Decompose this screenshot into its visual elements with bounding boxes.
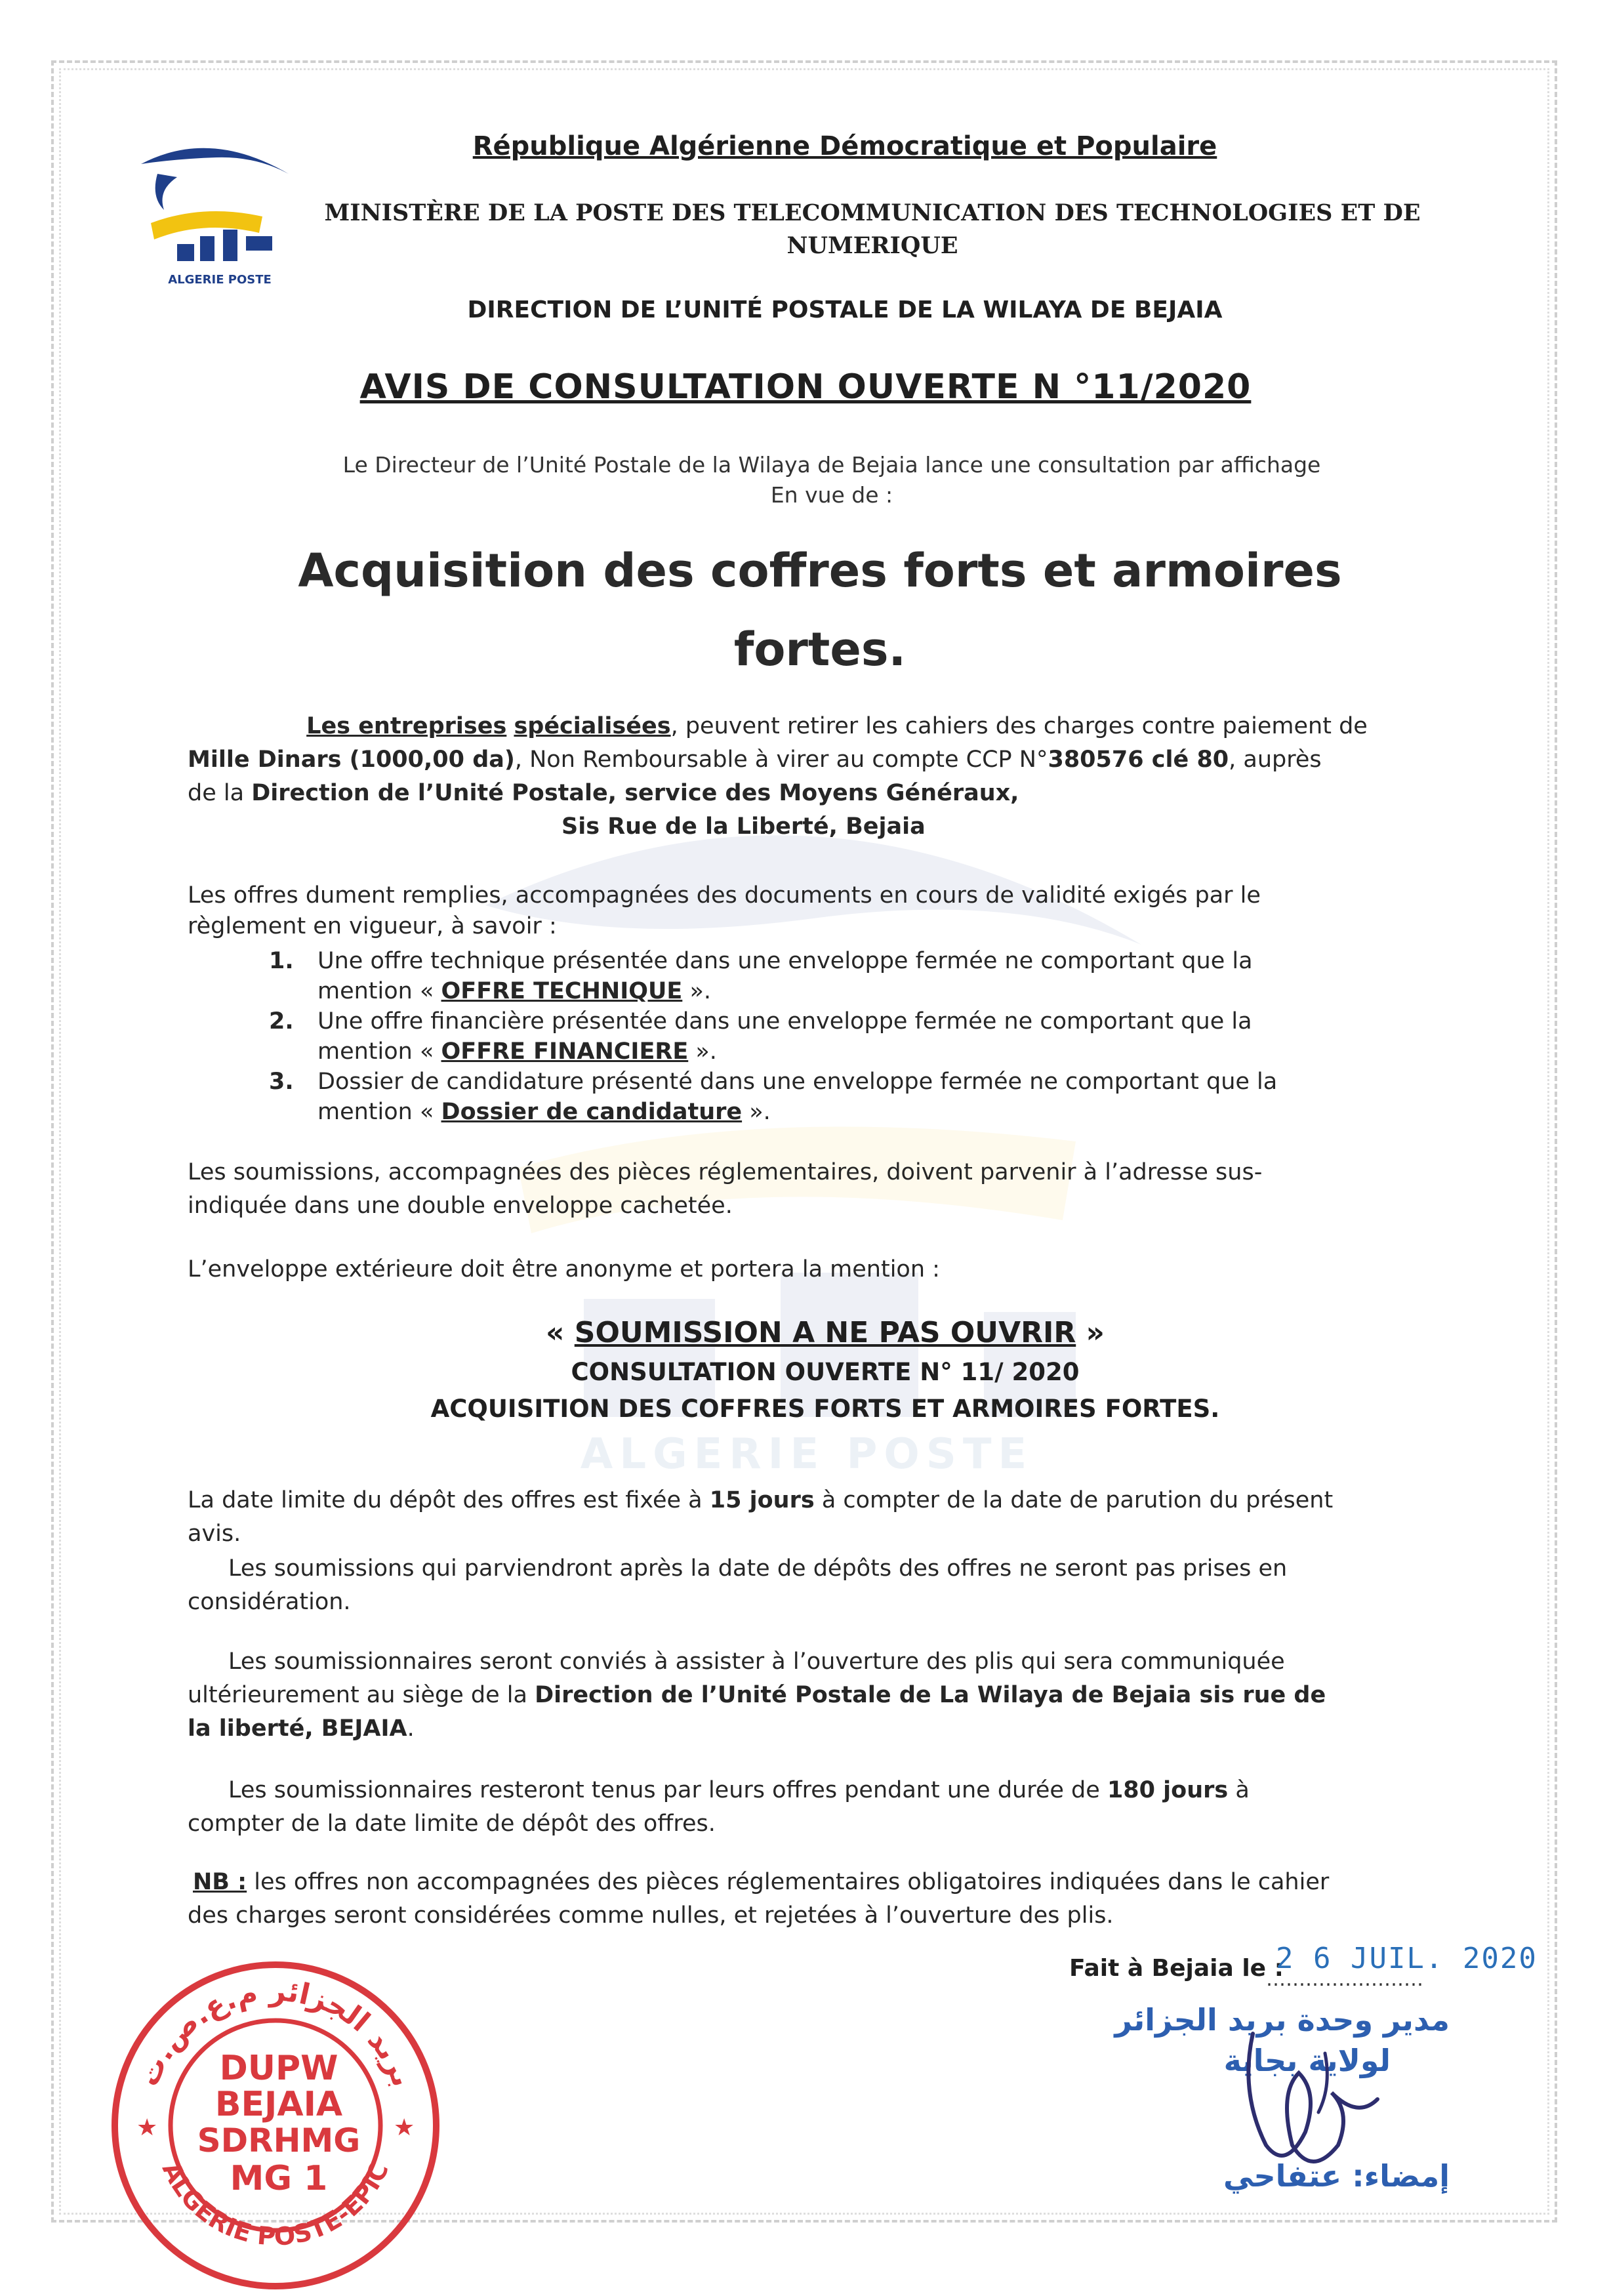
intro-line-1: Le Directeur de l’Unité Postale de la Wilaya de Bejaia lance une consultation par affichage [342, 452, 1321, 478]
nb-line-2: des charges seront considérées comme nulles, et rejetées à l’ouverture des plis. [188, 1902, 1114, 1929]
para-retard [188, 1552, 1440, 1619]
intro [0, 450, 1611, 510]
text-part: de la [188, 780, 252, 806]
seal-line-2: BEJAIA [214, 2085, 343, 2124]
text-part: Les soumissionnaires resteront tenus par leurs offres pendant une durée de [228, 1777, 1107, 1803]
mention-post: ». [688, 1038, 717, 1065]
para-soumissions [188, 1156, 1440, 1223]
object-title [197, 531, 1443, 689]
soumission-title: SOUMISSION A NE PAS OUVRIR [574, 1316, 1076, 1349]
para-duree [188, 1774, 1440, 1841]
official-seal [105, 1955, 446, 2296]
object-title-line-1: Acquisition des coffres forts et armoires [298, 544, 1342, 598]
logo-label: ALGERIE POSTE [168, 273, 272, 287]
mention-pre: mention « [317, 1038, 441, 1065]
soumissions-line-2: indiquée dans une double enveloppe cachetée. [188, 1193, 733, 1219]
mention-pre: mention « [317, 978, 441, 1004]
offres-line-2: règlement en vigueur, à savoir : [188, 913, 557, 939]
date-dots: …………………… [1266, 1968, 1423, 1991]
required-documents-list [269, 946, 1384, 1127]
para-nb [188, 1866, 1440, 1933]
ouverture-location: Direction de l’Unité Postale de La Wilaya de Bejaia sis rue de [535, 1682, 1326, 1708]
consultation-number: CONSULTATION OUVERTE N° 11/ 2020 [571, 1358, 1080, 1386]
seal-line-3: SDRHMG [197, 2122, 361, 2160]
mention-post: ». [742, 1099, 771, 1125]
date-limite-line-2: avis. [188, 1521, 241, 1547]
arabic-title-line-1: مدير وحدة بريد الجزائر [1114, 2002, 1450, 2038]
ccp-number: 380576 clé 80 [1048, 747, 1229, 773]
service-name: Direction de l’Unité Postale, service des Moyens Généraux, [251, 780, 1019, 806]
seal-line-1: DUPW [219, 2049, 338, 2088]
republic-heading: République Algérienne Démocratique et Populaire [472, 131, 1217, 161]
mention-label: OFFRE TECHNIQUE [441, 978, 683, 1004]
retard-line-1: Les soumissions qui parviendront après la date de dépôts des offres ne seront pas prises en [228, 1555, 1288, 1582]
seal-star-left-icon: ★ [136, 2114, 158, 2141]
service-address: Sis Rue de la Liberté, Bejaia [561, 813, 926, 840]
direction-heading: DIRECTION DE L’UNITÉ POSTALE DE LA WILAYA DE BEJAIA [467, 297, 1223, 323]
list-item-text: Une offre technique présentée dans une enveloppe fermée ne comportant que la [317, 948, 1253, 974]
list-item [269, 1067, 1384, 1127]
seal-ring-arabic: بريد الجزائر م.ع.ص.ت [131, 1974, 420, 2091]
soumission-block [0, 1312, 1611, 1427]
para-entreprises [188, 710, 1440, 844]
fait-a-label: Fait à Bejaia le : [1069, 1955, 1284, 1982]
text-part: les offres non accompagnées des pièces réglementaires obligatoires indiquées dans le cahier [247, 1869, 1330, 1895]
text-part: , peuvent retirer les cahiers des charges contre paiement de [670, 713, 1368, 739]
text-part: La date limite du dépôt des offres est fixée à [188, 1487, 710, 1513]
ministry-heading: MINISTÈRE DE LA POSTE DES TELECOMMUNICATION DES TECHNOLOGIES ET DE NUMERIQUE [324, 199, 1421, 259]
mention-post: ». [682, 978, 711, 1004]
para-enveloppe: L’enveloppe extérieure doit être anonyme et portera la mention : [188, 1256, 940, 1282]
intro-line-2: En vue de : [770, 482, 893, 508]
para-date-limite [188, 1484, 1440, 1551]
ouverture-line-1: Les soumissionnaires seront conviés à assister à l’ouverture des plis qui sera communiquée [228, 1649, 1285, 1675]
duree-days: 180 jours [1107, 1777, 1229, 1803]
watermark-text: ALGERIE POSTE [580, 1430, 1034, 1479]
seal-star-right-icon: ★ [394, 2114, 415, 2141]
seal-line-4: MG 1 [230, 2159, 328, 2198]
arabic-signature-line: إمضاء: عتفاحي [1223, 2158, 1450, 2194]
lead-specialisees: spécialisées [514, 713, 671, 739]
list-number: 1. [269, 948, 294, 974]
retard-line-2: considération. [188, 1589, 351, 1615]
list-item [269, 946, 1384, 1006]
mention-pre: mention « [317, 1099, 441, 1125]
offres-line-1: Les offres dument remplies, accompagnées des documents en cours de validité exigés par le [188, 882, 1261, 909]
text-part: . [407, 1715, 415, 1742]
avis-title: AVIS DE CONSULTATION OUVERTE N °11/2020 [359, 367, 1252, 407]
text-part: à compter de la date de parution du présent [814, 1487, 1334, 1513]
arabic-title-line-2: لولاية بجاية [1223, 2043, 1391, 2078]
date-stamp: 2 6 JUIL. 2020 [1276, 1942, 1538, 1975]
para-ouverture [188, 1645, 1440, 1746]
duree-line-2: compter de la date limite de dépôt des offres. [188, 1811, 716, 1837]
para-offres [188, 880, 1440, 942]
consultation-object: ACQUISITION DES COFFRES FORTS ET ARMOIRES FORTES. [430, 1395, 1220, 1423]
price-text: Mille Dinars (1000,00 da) [188, 747, 515, 773]
soumissions-line-1: Les soumissions, accompagnées des pièces réglementaires, doivent parvenir à l’adresse sus- [188, 1159, 1263, 1185]
list-number: 2. [269, 1008, 294, 1035]
text-part: , Non Remboursable à virer au compte CCP N° [514, 747, 1048, 773]
text-part: , auprès [1229, 747, 1322, 773]
object-title-line-2: fortes. [733, 623, 907, 676]
delay-days: 15 jours [709, 1487, 815, 1513]
list-item [269, 1006, 1384, 1067]
text-part: à [1228, 1777, 1250, 1803]
list-item-text: Dossier de candidature présenté dans une enveloppe fermée ne comportant que la [317, 1069, 1278, 1095]
quote-open: « [546, 1316, 575, 1349]
mention-label: OFFRE FINANCIERE [441, 1038, 689, 1065]
list-item-text: Une offre financière présentée dans une enveloppe fermée ne comportant que la [317, 1008, 1252, 1035]
seal-ring-latin: ALGERIE POSTE-EPIC [156, 2158, 395, 2251]
nb-label: NB : [193, 1869, 247, 1895]
handwritten-signature [1227, 2014, 1423, 2184]
mention-label: Dossier de candidature [441, 1099, 743, 1125]
lead-entreprises: Les entreprises [306, 713, 507, 739]
quote-close: » [1076, 1316, 1105, 1349]
list-number: 3. [269, 1069, 294, 1095]
text-part: ultérieurement au siège de la [188, 1682, 535, 1708]
ouverture-location-2: la liberté, BEJAIA [188, 1715, 407, 1742]
